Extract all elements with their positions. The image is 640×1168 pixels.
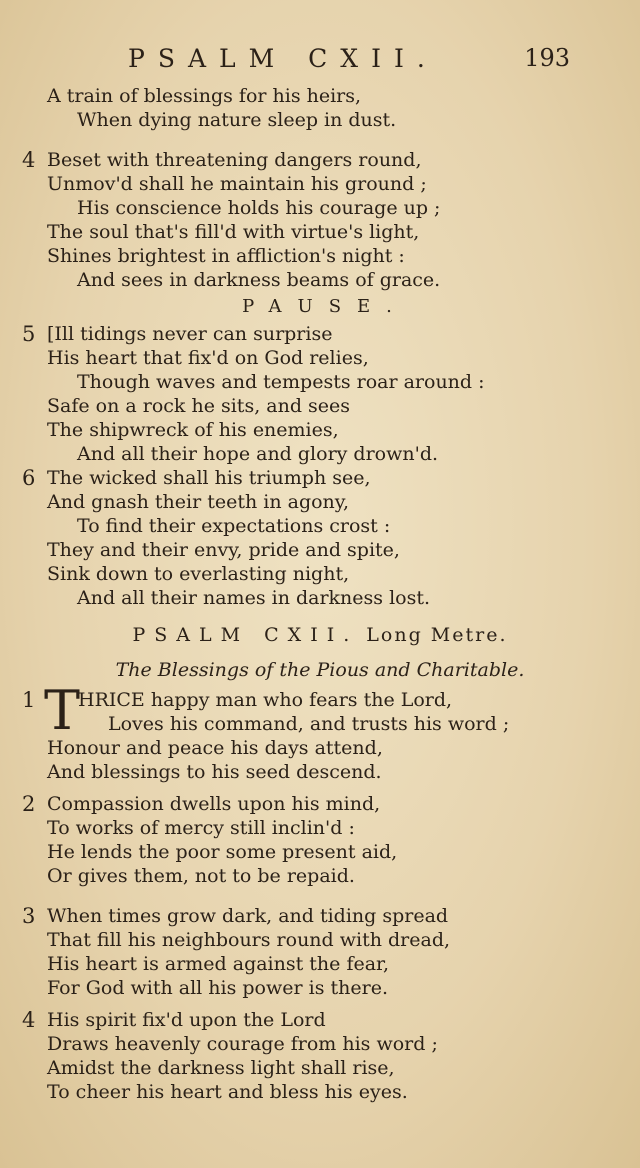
psalm-title: PSALM CXII.: [132, 624, 359, 646]
verse-line: Draws heavenly courage from his word ;: [47, 1033, 438, 1055]
verse-line: Honour and peace his days attend,: [47, 737, 383, 759]
verse-line: To find their expectations crost :: [77, 515, 391, 537]
stanza-number: 6: [22, 466, 36, 490]
verse-line: 5 [Ill tidings never can surprise: [22, 322, 333, 346]
verse-line: 3 When times grow dark, and tiding spread: [22, 904, 449, 928]
verse-line: Or gives them, not to be repaid.: [47, 865, 355, 887]
verse-line: 6 The wicked shall his triumph see,: [22, 466, 371, 490]
verse-line: 4 Beset with threatening dangers round,: [22, 148, 422, 172]
stanza-number: 4: [22, 148, 36, 172]
verse-line: And all their hope and glory drown'd.: [77, 443, 439, 465]
verse-line: To cheer his heart and bless his eyes.: [47, 1081, 408, 1103]
page-header: [0, 36, 640, 76]
verse-line: That fill his neighbours round with dread,: [47, 929, 451, 951]
psalm-subtitle: The Blessings of the Pious and Charitable.: [115, 659, 525, 681]
verse-line: And sees in darkness beams of grace.: [77, 269, 441, 291]
psalm-metre: Long Metre.: [366, 624, 508, 646]
verse-line: Though waves and tempests roar around :: [77, 371, 485, 393]
verse-line: He lends the poor some present aid,: [47, 841, 398, 863]
verse-line: And all their names in darkness lost.: [77, 587, 431, 609]
verse-line: The shipwreck of his enemies,: [47, 419, 339, 441]
running-head: PSALM CXII.: [128, 44, 438, 73]
verse-line: His conscience holds his courage up ;: [77, 197, 441, 219]
stanza-number: 3: [22, 904, 36, 928]
verse-line: To works of mercy still inclin'd :: [47, 817, 355, 839]
stanza-number: 1: [22, 688, 36, 712]
page-number: 193: [524, 44, 570, 72]
stanza-number: 2: [22, 792, 36, 816]
stanza-number: 4: [22, 1008, 36, 1032]
pause-heading: PAUSE.: [242, 296, 408, 317]
verse-line: And gnash their teeth in agony,: [47, 491, 350, 513]
verse-line: 1 T HRICE happy man who fears the Lord,: [22, 679, 453, 742]
verse-line: 2 Compassion dwells upon his mind,: [22, 792, 381, 816]
verse-line: For God with all his power is there.: [47, 977, 388, 999]
verse-line: His heart that fix'd on God relies,: [47, 347, 369, 369]
psalm-heading: [0, 618, 640, 652]
verse-line: Loves his command, and trusts his word ;: [108, 713, 510, 735]
verse-line: And blessings to his seed descend.: [47, 761, 382, 783]
drop-cap: T: [44, 679, 81, 742]
verse-line: 4 His spirit fix'd upon the Lord: [22, 1008, 326, 1032]
verse-line: His heart is armed against the fear,: [47, 953, 390, 975]
page-text: [0, 84, 640, 1104]
verse-line: The soul that's fill'd with virtue's light,: [47, 221, 420, 243]
verse-line: Amidst the darkness light shall rise,: [47, 1057, 395, 1079]
verse-line: Unmov'd shall he maintain his ground ;: [47, 173, 427, 195]
verse-line: Safe on a rock he sits, and sees: [47, 395, 351, 417]
verse-line: They and their envy, pride and spite,: [47, 539, 400, 561]
verse-line: Sink down to everlasting night,: [47, 563, 350, 585]
verse-line: When dying nature sleep in dust.: [77, 109, 397, 131]
stanza-number: 5: [22, 322, 36, 346]
verse-line: A train of blessings for his heirs,: [47, 85, 362, 107]
verse-line: Shines brightest in affliction's night :: [47, 245, 405, 267]
